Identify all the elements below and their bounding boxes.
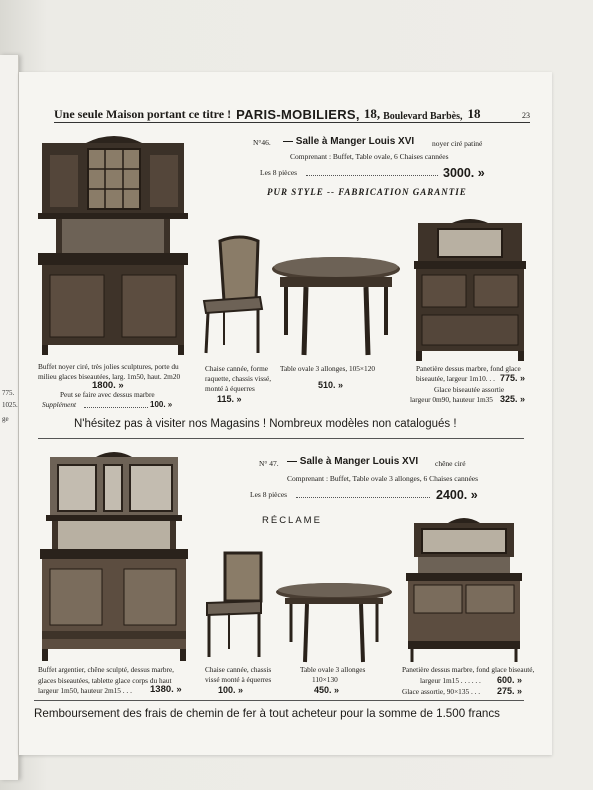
panetiere-illustration bbox=[404, 517, 524, 662]
s1-set-label: Les 8 pièces bbox=[260, 168, 298, 177]
s1-title: — Salle à Manger Louis XVI bbox=[283, 136, 415, 147]
s2-chair-caption: vissé monté à équerres bbox=[205, 675, 272, 684]
s1-panetiere-caption: Panetière dessus marbre, fond glace bbox=[416, 364, 521, 373]
s1-chair-caption: monté à équerres bbox=[205, 384, 255, 393]
s1-supplement-label: Supplément bbox=[42, 400, 77, 409]
header-number-2: 18 bbox=[467, 106, 481, 121]
s2-table-price: 450. » bbox=[314, 685, 340, 695]
table-illustration bbox=[275, 582, 393, 664]
s2-glace-price: 275. » bbox=[497, 686, 523, 696]
s2-slogan: RÉCLAME bbox=[262, 515, 322, 526]
s2-table-caption: Table ovale 3 allonges bbox=[300, 665, 366, 674]
s1-ref: N°46. bbox=[253, 138, 271, 147]
s2-buffet-caption: glaces biseautées, tablette glace corps du haut bbox=[38, 676, 172, 685]
s2-glace-caption: Glace assortie, 90×135 . . . bbox=[402, 687, 481, 696]
s2-title: — Salle à Manger Louis XVI bbox=[287, 456, 419, 467]
s1-glace-price: 325. » bbox=[500, 394, 526, 404]
s1-leader-dots bbox=[306, 175, 438, 176]
s1-composition: Comprenant : Buffet, Table ovale, 6 Chaises cannées bbox=[290, 152, 449, 161]
s1-glace-caption: largeur 0m90, hauteur 1m35 bbox=[410, 395, 493, 404]
s2-panetiere-caption: Panetière dessus marbre, fond glace biseauté, bbox=[402, 665, 535, 674]
s1-chair-caption: Chaise cannée, forme bbox=[205, 364, 269, 373]
s2-chair-price: 100. » bbox=[218, 685, 244, 695]
header-tagline: Une seule Maison portant ce titre ! bbox=[54, 107, 232, 121]
s2-buffet-caption: Buffet argentier, chêne sculpté, dessus marbre, bbox=[38, 665, 175, 674]
visit-banner: N'hésitez pas à visiter nos Magasins ! Nombreux modèles non catalogués ! bbox=[74, 418, 457, 430]
s2-leader-dots bbox=[296, 497, 430, 498]
page-number: 23 bbox=[522, 111, 530, 120]
s1-set-price: 3000. » bbox=[443, 166, 485, 180]
s1-chair-caption: raquette, chassis vissé, bbox=[205, 374, 272, 383]
s2-panetiere-size: largeur 1m15 . . . . . . bbox=[420, 676, 481, 685]
s1-buffet-caption: Buffet noyer ciré, très jolies sculptures, porte du bbox=[38, 362, 179, 371]
footer-rule bbox=[34, 700, 524, 701]
s1-panetiere-price: 775. » bbox=[500, 373, 526, 383]
s2-set-label: Les 8 pièces bbox=[250, 490, 288, 499]
s2-finish: chêne ciré bbox=[435, 459, 466, 468]
table-illustration bbox=[270, 255, 402, 360]
page-header bbox=[54, 104, 530, 123]
previous-page-edge bbox=[0, 55, 19, 780]
s1-slogan: PUR STYLE -- FABRICATION GARANTIE bbox=[267, 187, 467, 197]
s2-buffet-price: 1380. » bbox=[150, 684, 182, 695]
s2-set-price: 2400. » bbox=[436, 488, 478, 502]
s1-finish: noyer ciré patiné bbox=[432, 139, 483, 148]
chair-illustration bbox=[200, 237, 266, 355]
s2-composition: Comprenant : Buffet, Table ovale 3 allonges, 6 Chaises cannées bbox=[287, 474, 479, 483]
s1-buffet-marble: Peut se faire avec dessus marbre bbox=[60, 390, 155, 399]
s1-supplement-dots bbox=[84, 407, 148, 408]
chair-illustration bbox=[203, 551, 265, 659]
edge-fragment: ge bbox=[2, 415, 9, 423]
s1-chair-price: 115. » bbox=[217, 394, 242, 404]
s2-buffet-size: largeur 1m50, hauteur 2m15 . . . bbox=[38, 686, 132, 695]
s1-buffet-price: 1800. » bbox=[92, 380, 124, 391]
s1-panetiere-caption: biseautée, largeur 1m10. . . bbox=[416, 374, 495, 383]
s1-table-price: 510. » bbox=[318, 380, 344, 390]
s2-table-caption: 110×130 bbox=[312, 675, 338, 684]
header-brand: PARIS-MOBILIERS, bbox=[236, 107, 360, 122]
header-street: Boulevard Barbès, bbox=[383, 111, 463, 122]
s1-glace-caption: Glace biseautée assortie bbox=[434, 385, 505, 394]
section-divider bbox=[38, 438, 524, 439]
s1-table-caption: Table ovale 3 allonges, 105×120 bbox=[280, 364, 375, 373]
s1-supplement-price: 100. » bbox=[150, 400, 173, 409]
s2-panetiere-price: 600. » bbox=[497, 675, 523, 685]
s2-chair-caption: Chaise cannée, chassis bbox=[205, 665, 272, 674]
footer-note: Remboursement des frais de chemin de fer à tout acheteur pour la somme de 1.500 francs bbox=[34, 707, 500, 720]
buffet-illustration bbox=[36, 133, 192, 355]
edge-fragment: 775. bbox=[2, 389, 15, 397]
header-number: 18, bbox=[363, 106, 381, 121]
panetiere-illustration bbox=[412, 219, 528, 361]
edge-fragment: 1025. bbox=[2, 401, 18, 409]
s2-ref: N° 47. bbox=[259, 459, 279, 468]
buffet-illustration bbox=[36, 451, 192, 661]
s1-buffet-caption: milieu glaces biseautées, larg. 1m50, haut. 2m20 bbox=[38, 372, 181, 381]
